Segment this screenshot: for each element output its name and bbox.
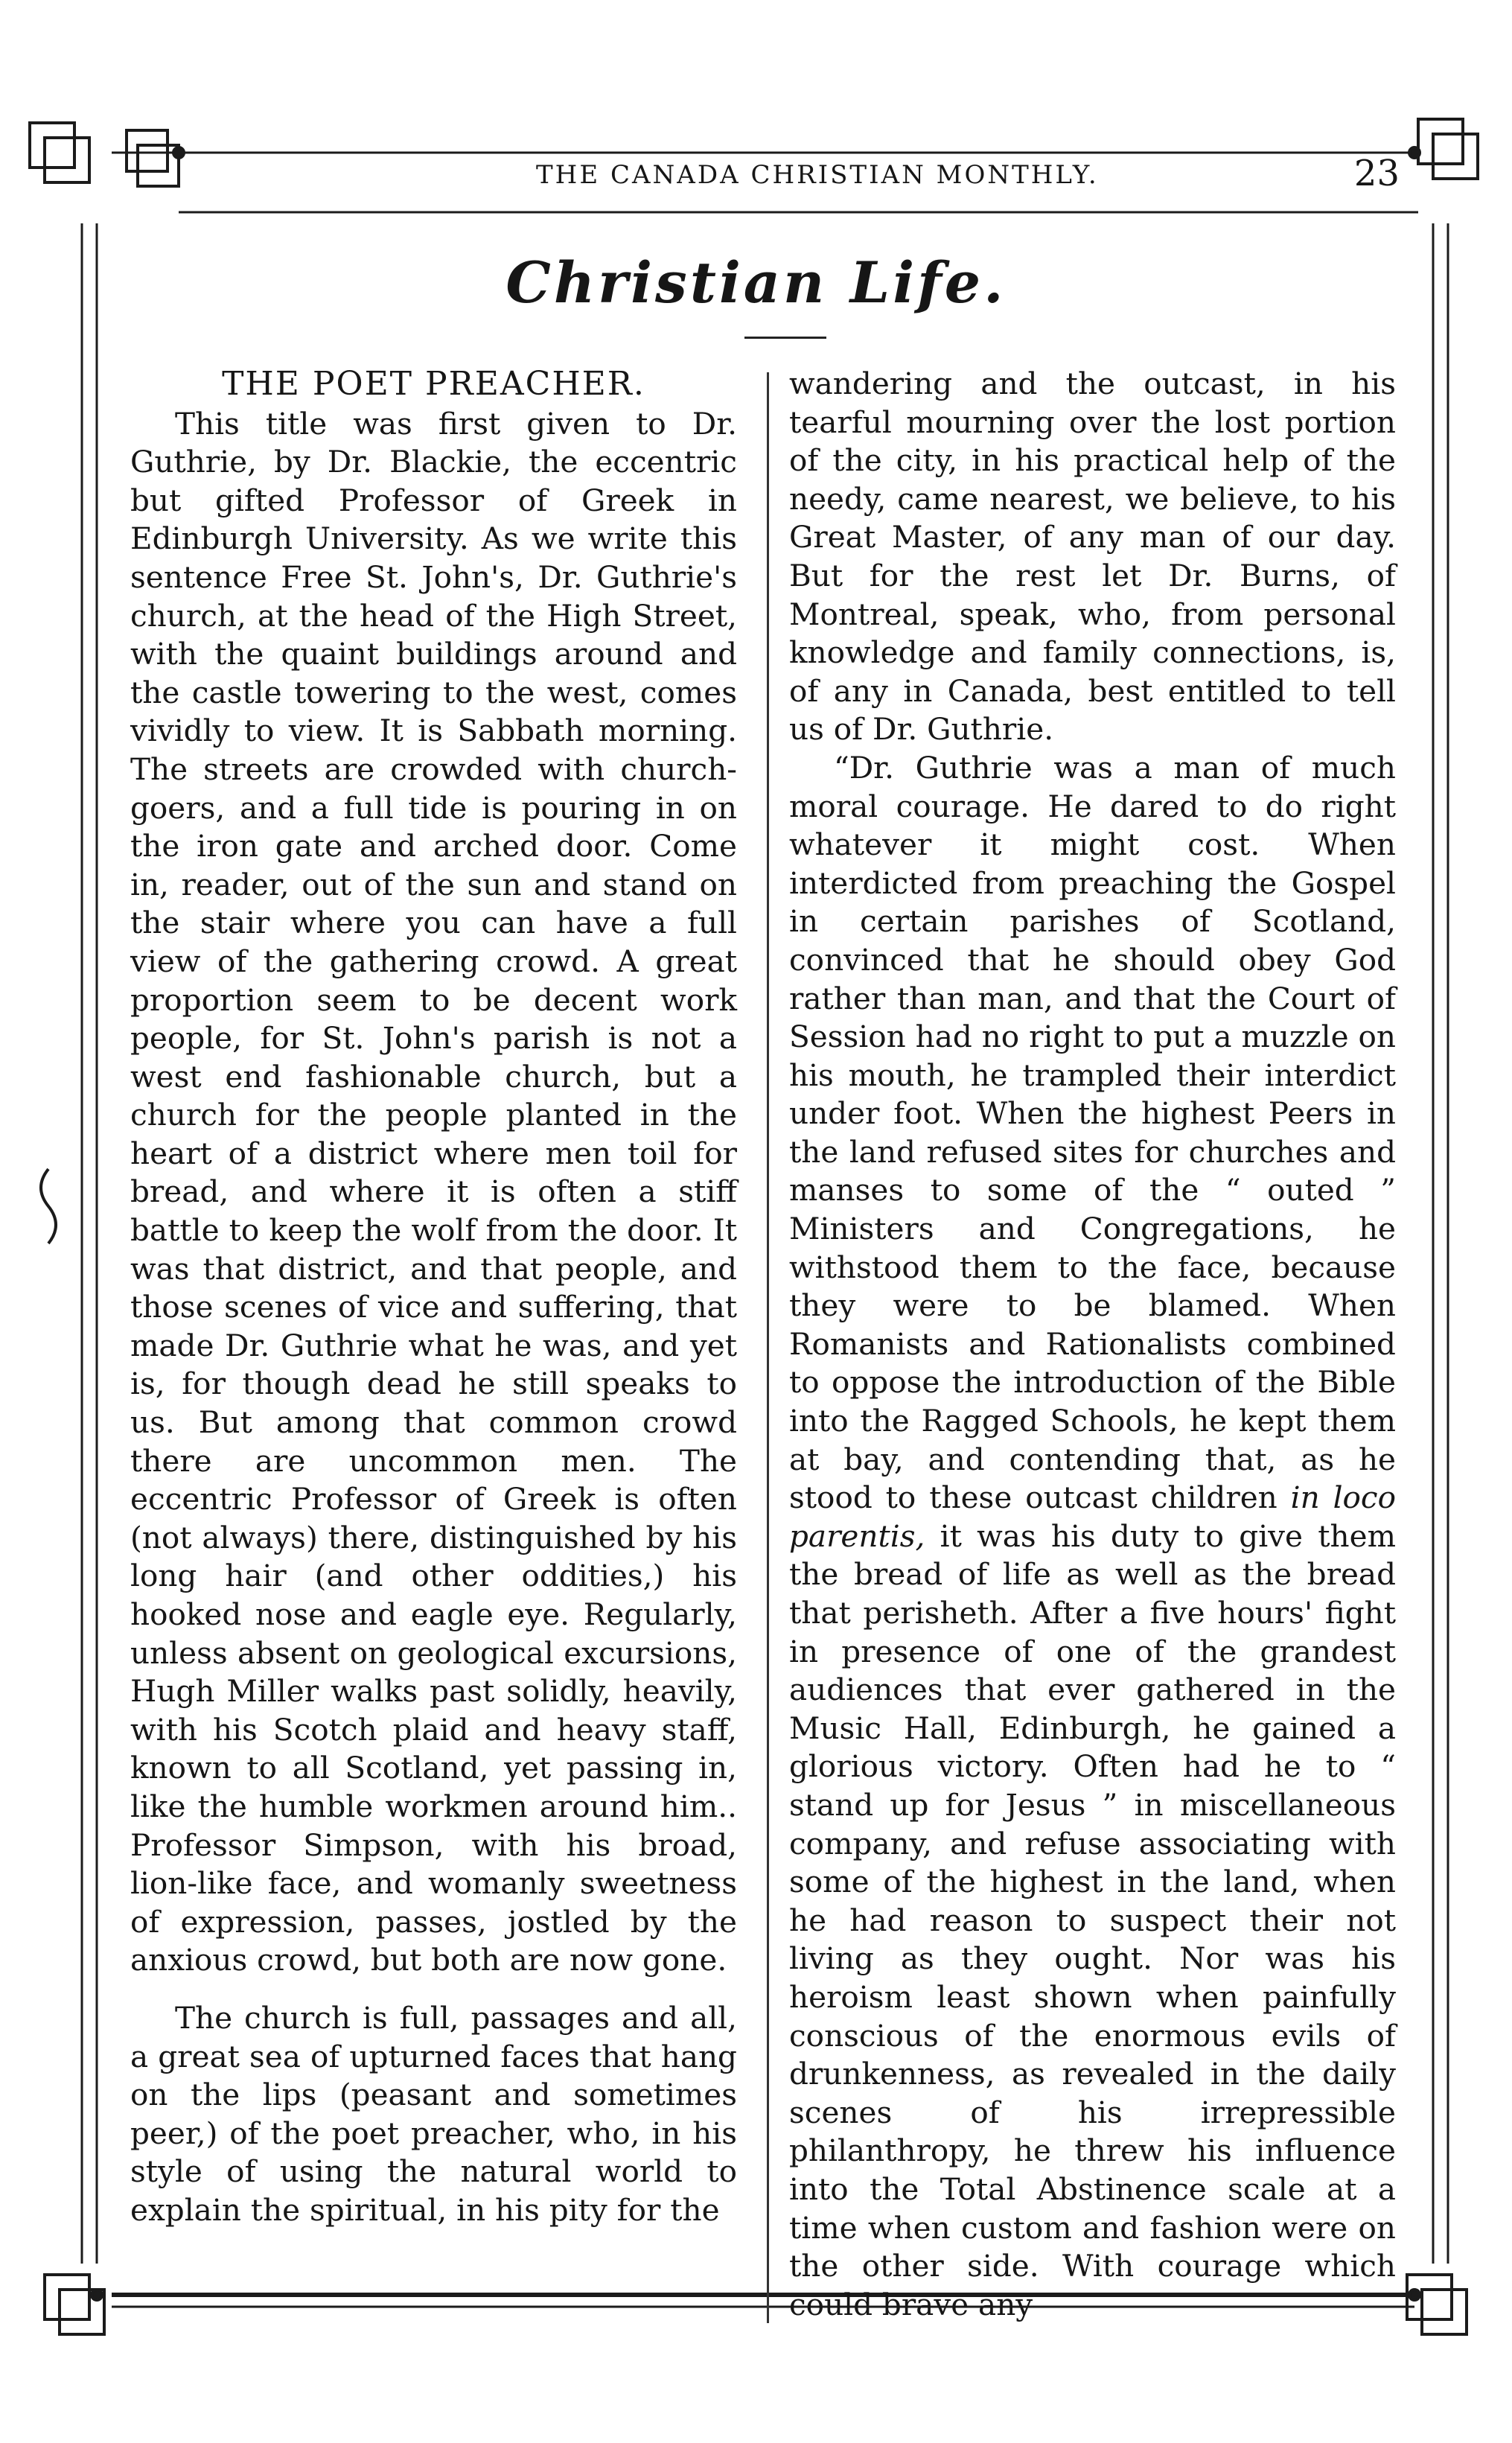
article-title: THE POET PREACHER.: [222, 365, 645, 403]
journal-title: THE CANADA CHRISTIAN MONTHLY.: [536, 160, 1099, 190]
title-divider: [744, 337, 826, 339]
paragraph: The church is full, passages and all, a great sea of upturned faces that hang on the lips (peasant and sometimes peer,) of the poet preacher, who, in his style of using the natural world to explain the spiritual, in his pity for the: [130, 1999, 737, 2228]
left-column: [130, 365, 737, 2230]
column-divider: [767, 372, 769, 2323]
section-title: Christian Life.: [505, 249, 1007, 316]
paragraph-text: “Dr. Guthrie was a man of much moral courage. He dared to do right whatever it might cost. When interdicted from preaching the Gospel in certain parishes of Scotland, convinced that he should obey God rather than man, and that the Court of Session had no right to put a muzzle on his mouth, he trampled their interdict under foot. When the highest Peers in the land refused sites for churches and manses to some of the “ outed ” Ministers and Congregations, he withstood them to the face, because they were to be blamed. When Romanists and Rationalists combined to oppose the introduction of the Bible into the Ragged Schools, he kept them at bay, and contending that, as he stood to these outcast children: [789, 749, 1396, 1516]
running-header: [179, 153, 1429, 197]
page-number: 23: [1353, 153, 1400, 194]
paragraph: [789, 749, 1396, 2324]
paragraph-text: it was his duty to give them the bread of life as well as the bread that perisheth. After a five hours' fight in presence of one of the grandest audiences that ever gathered in the Music Hall, Edinburgh, he gained a glorious victory. Often had he to “ stand up for Jesus ” in miscellaneous company, and refuse associating with some of the highest in the land, when he had reason to suspect their not living as they ought. Nor was his heroism least shown when painfully conscious of the enormous evils of drunkenness, as revealed in the daily scenes of his irrepressible philanthropy, he threw his influence into the Total Abstinence scale at a time when custom and fashion were on the other side. With courage which could brave any: [789, 1517, 1397, 2322]
paragraph-continued: wandering and the outcast, in his tearful mourning over the lost portion of the city, in his practical help of the needy, came nearest, we believe, to his Great Master, of any man of our day. But for the rest let Dr. Burns, of Montreal, speak, who, from personal knowledge and family connections, is, of any in Canada, best entitled to tell us of Dr. Guthrie.: [789, 366, 1396, 748]
latin-phrase: in loco parentis,: [789, 1480, 1396, 1554]
paragraph: This title was first given to Dr. Guthrie, by Dr. Blackie, the eccentric but gifted Professor of Greek in Edinburgh University. As we write this sentence Free St. John's, Dr. Guthrie's church, at the head of the High Street, with the quaint buildings around and the castle towering to the west, comes vividly to view. It is Sabbath morning. The streets are crowded with church-goers, and a full tide is pouring in on the iron gate and arched door. Come in, reader, out of the sun and stand on the stair where you can have a full view of the gathering crowd. A great proportion seem to be decent work people, for St. John's parish is not a west end fashionable church, but a church for the people planted in the heart of a district where men toil for bread, and where it is often a stiff battle to keep the wolf from the door. It was that district, and that people, and those scenes of vice and suffering, that made Dr. Guthrie what he was, and yet is, for though dead he still speaks to us. But among that common crowd there are uncommon men. The eccentric Professor of Greek is often (not always) there, distinguished by his long hair (and other oddities,) his hooked nose and eagle eye. Regularly, unless absent on geological excursions, Hugh Miller walks past solidly, heavily, with his Scotch plaid and heavy staff, known to all Scotland, yet passing in, like the humble workmen around him.. Professor Simpson, with his broad, lion-like face, and womanly sweetness of expression, passes, jostled by the anxious crowd, but both are now gone.: [130, 405, 737, 1978]
right-column: [789, 365, 1396, 2324]
